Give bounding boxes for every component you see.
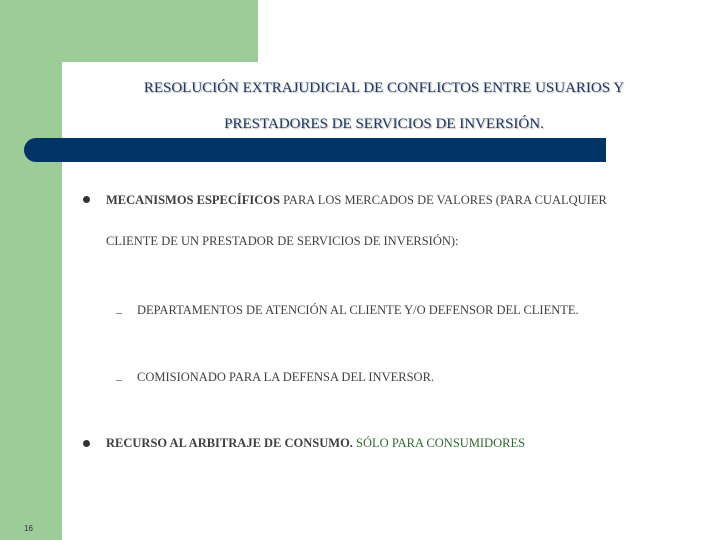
slide-title-line1: RESOLUCIÓN EXTRAJUDICIAL DE CONFLICTOS ENTRE USUARIOS Y xyxy=(143,80,625,96)
subitem-1-dash: – xyxy=(116,305,122,319)
title-divider-bar xyxy=(24,138,606,162)
green-top-block xyxy=(0,0,258,62)
subitem-2-dash: – xyxy=(116,372,122,386)
bullet-1-bold-text: MECANISMOS ESPECÍFICOS xyxy=(106,193,280,207)
bullet-dot-icon xyxy=(83,196,90,203)
bullet-dot-icon xyxy=(83,440,90,447)
slide-title xyxy=(80,70,688,142)
subitem-1-text: DEPARTAMENTOS DE ATENCIÓN AL CLIENTE Y/O DEFENSOR DEL CLIENTE. xyxy=(137,303,579,317)
bullet-2-line xyxy=(106,436,525,451)
bullet-2-rest-text: SÓLO PARA CONSUMIDORES xyxy=(352,436,526,450)
bullet-2-bold-text: RECURSO AL ARBITRAJE DE CONSUMO. xyxy=(106,436,353,450)
bullet-1-line-2: CLIENTE DE UN PRESTADOR DE SERVICIOS DE INVERSIÓN): xyxy=(106,234,459,248)
subitem-2-text: COMISIONADO PARA LA DEFENSA DEL INVERSOR. xyxy=(137,370,435,384)
page-number: 16 xyxy=(24,524,33,533)
green-side-frame xyxy=(0,0,62,540)
slide-title-line2: PRESTADORES DE SERVICIOS DE INVERSIÓN. xyxy=(224,116,544,132)
bullet-1-rest-text: PARA LOS MERCADOS DE VALORES (PARA CUALQUIER xyxy=(280,193,607,207)
bullet-1-line-1 xyxy=(106,193,607,208)
